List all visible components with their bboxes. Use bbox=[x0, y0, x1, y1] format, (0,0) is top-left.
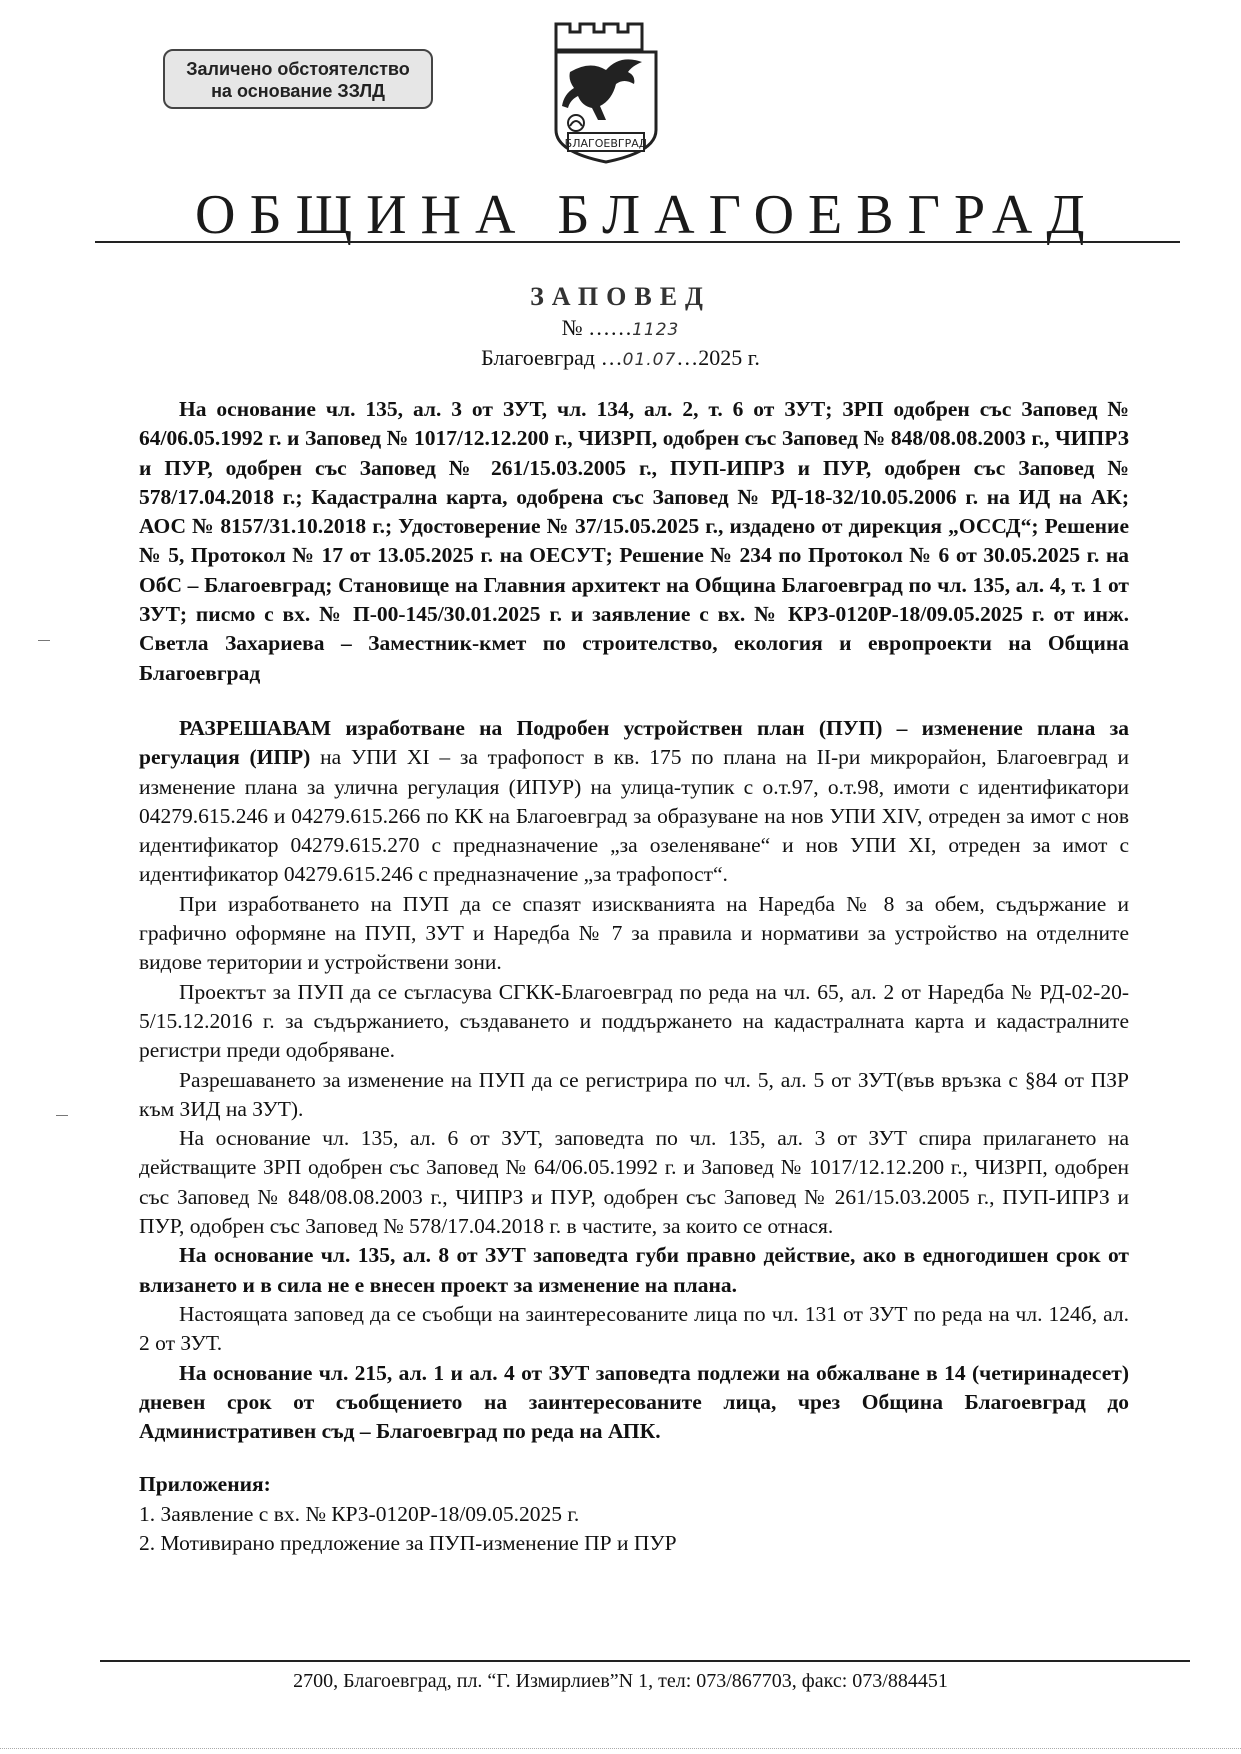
scan-edge bbox=[0, 1748, 1241, 1749]
decision-lead: РАЗРЕШАВАМ изработване на Подробен устройствен план (ПУП) – изменение плана за регулация (ИПР) bbox=[139, 715, 1129, 770]
redaction-stamp bbox=[163, 49, 433, 109]
order-place-date bbox=[0, 345, 1241, 371]
expiry-paragraph: На основание чл. 135, ал. 8 от ЗУТ заповедта губи правно действие, ако в едногодишен срок от влизането и в сила не е внесен проект за изменение на плана. bbox=[139, 1243, 1129, 1297]
header-divider bbox=[95, 241, 1180, 243]
sgkk-paragraph: Проектът за ПУП да се съгласува СГКК-Благоевград по реда на чл. 65, ал. 2 от Наредба № РД-02-20-5/15.12.2016 г. за съдържанието, създаването и поддържането на кадастралната карта и кадастралните регистри преди одобряване. bbox=[139, 979, 1129, 1063]
redaction-line-1: Заличено обстоятелство bbox=[186, 59, 410, 79]
order-place: Благоевград … bbox=[481, 345, 623, 370]
attachments-title: Приложения: bbox=[139, 1472, 271, 1497]
footer-divider bbox=[100, 1660, 1190, 1662]
attachment-item-2: 2. Мотивирано предложение за ПУП-изменение ПР и ПУР bbox=[139, 1530, 677, 1555]
preamble-paragraph: На основание чл. 135, ал. 3 от ЗУТ, чл. 134, ал. 2, т. 6 от ЗУТ; ЗРП одобрен със Заповед № 64/06.05.1992 г. и Заповед № 1017/12.12.200 г., ЧИЗРП, одобрен със Заповед № 848/08.08.2003 г., ЧИПРЗ и ПУР, одобрен със Заповед № 261/15.03.2005 г., ПУП-ИПРЗ и ПУР, одобрен със Заповед № 578/17.04.2018 г.; Кадастрална карта, одобрена със Заповед № РД-18-32/10.05.2006 г. на ИД на АК; АОС № 8157/31.10.2018 г.; Удостоверение № 37/15.05.2025 г., издадено от дирекция „ОССД“; Решение № 5, Протокол № 17 от 13.05.2025 г. на ОЕСУТ; Решение № 234 по Протокол № 6 от 30.05.2025 г. на ОбС – Благоевград; Становище на Главния архитект на Община Благоевград по чл. 135, ал. 4, т. 1 от ЗУТ; писмо с вх. № П-00-145/30.01.2025 г. и заявление с вх. № КРЗ-0120Р-18/09.05.2025 г. от инж. Светла Захариева – Заместник-кмет по строителство, екология и европроекти на Община Благоевград bbox=[139, 397, 1129, 685]
order-number-handwritten: 1123 bbox=[632, 320, 680, 340]
order-title: ЗАПОВЕД bbox=[530, 282, 711, 311]
order-body bbox=[139, 395, 1129, 1558]
blagoevgrad-coat-of-arms-icon bbox=[546, 20, 666, 165]
order-date-suffix: …2025 г. bbox=[676, 345, 760, 370]
decision-text: на УПИ XI – за трафопост в кв. 175 по плана на II-ри микрорайон, Благоевград и изменение плана за улична регулация (ИПУР) на улица-тупик с о.т.97, о.т.98, имоти с идентификатори 04279.615.246 и 04279.615.266 по КК на Благоевград за образуване на нов УПИ XIV, отреден за имот с нов идентификатор 04279.615.270 с предназначение „за озеленяване“ и нов УПИ XI, отреден за имот с идентификатор 04279.615.246 с предназначение „за трафопост“. bbox=[139, 745, 1129, 887]
order-number-dots: …… bbox=[588, 315, 633, 340]
order-number-prefix: № bbox=[561, 315, 589, 340]
order-number bbox=[0, 315, 1241, 341]
suspend-paragraph: На основание чл. 135, ал. 6 от ЗУТ, заповедта по чл. 135, ал. 3 от ЗУТ спира прилагането на действащите ЗРП одобрен със Заповед № 64/06.05.1992 г. и Заповед № 1017/12.12.200 г., ЧИЗРП, одобрен със Заповед № 848/08.08.2003 г., ЧИПРЗ и ПУР, одобрен със Заповед № 261/15.03.2005 г., ПУП-ИПРЗ и ПУР, одобрен със Заповед № 578/17.04.2018 г. в частите, за които се отнася. bbox=[139, 1126, 1129, 1239]
municipality-title: ОБЩИНА БЛАГОЕВГРАД bbox=[195, 184, 1099, 246]
crest-label: БЛАГОЕВГРАД bbox=[564, 137, 648, 150]
register-paragraph: Разрешаването за изменение на ПУП да се регистрира по чл. 5, ал. 5 от ЗУТ(във връзка с §84 от ПЗР към ЗИД на ЗУТ). bbox=[139, 1067, 1129, 1121]
decision-paragraph bbox=[139, 714, 1129, 890]
order-date-handwritten: 01.07 bbox=[622, 350, 677, 370]
footer-address: 2700, Благоевград, пл. “Г. Измирлиев”N 1, тел: 073/867703, факс: 073/884451 bbox=[293, 1670, 948, 1692]
redaction-line-2: на основание ЗЗЛД bbox=[211, 81, 385, 101]
requirements-paragraph: При изработването на ПУП да се спазят изискванията на Наредба № 8 за обем, съдържание и графично оформяне на ПУП, ЗУТ и Наредба № 7 за правила и нормативи за устройство на отделните видове територии и устройствени зони. bbox=[139, 891, 1129, 975]
notify-paragraph: Настоящата заповед да се съобщи на заинтересованите лица по чл. 131 от ЗУТ по реда на чл. 124б, ал. 2 от ЗУТ. bbox=[139, 1301, 1129, 1356]
appeal-paragraph: На основание чл. 215, ал. 1 и ал. 4 от ЗУТ заповедта подлежи на обжалване в 14 (четиринадесет) дневен срок от съобщението на заинтересованите лица, чрез Община Благоевград до Административен съд – Благоевград по реда на АПК. bbox=[139, 1360, 1129, 1444]
attachment-item-1: 1. Заявление с вх. № КРЗ-0120Р-18/09.05.2025 г. bbox=[139, 1501, 580, 1526]
scan-mark bbox=[56, 1115, 68, 1116]
scan-mark bbox=[38, 640, 50, 641]
